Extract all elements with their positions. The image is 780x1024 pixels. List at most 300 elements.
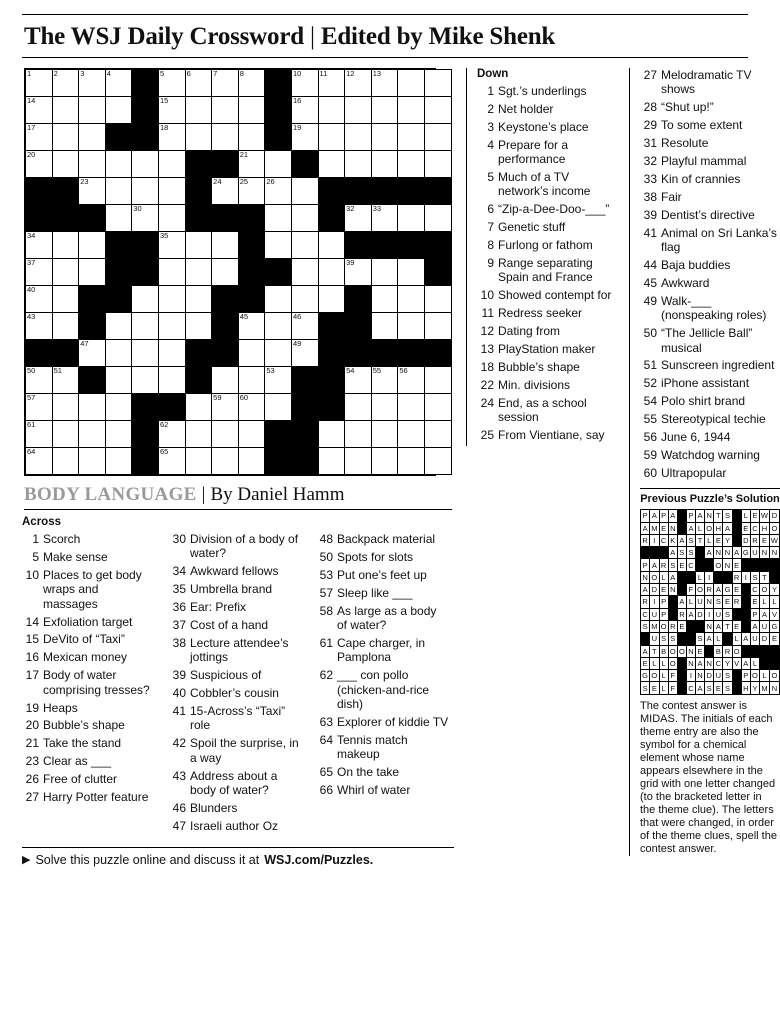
clue-item[interactable] [640, 294, 780, 323]
clue-item[interactable] [477, 220, 617, 234]
grid-cell[interactable] [345, 124, 372, 151]
grid-cell[interactable] [398, 286, 425, 313]
grid-cell[interactable] [265, 151, 292, 178]
grid-cell[interactable] [52, 97, 79, 124]
grid-cell[interactable] [26, 70, 53, 97]
grid-cell[interactable] [424, 367, 451, 394]
clue-item[interactable] [22, 772, 155, 786]
grid-cell[interactable] [79, 448, 106, 475]
grid-cell[interactable] [132, 367, 159, 394]
clue-item[interactable] [316, 733, 449, 762]
grid-block [105, 286, 132, 313]
crossword-grid-container[interactable] [24, 68, 436, 476]
grid-cell[interactable] [212, 448, 239, 475]
clue-item[interactable] [477, 288, 617, 302]
grid-cell[interactable] [398, 448, 425, 475]
grid-cell[interactable] [158, 313, 185, 340]
grid-cell[interactable] [105, 340, 132, 367]
grid-cell[interactable] [185, 286, 212, 313]
solution-cell: A [677, 596, 686, 608]
solution-block [760, 645, 770, 657]
grid-cell[interactable] [345, 259, 372, 286]
clue-item[interactable] [169, 600, 302, 614]
grid-cell[interactable] [291, 286, 318, 313]
clue-item[interactable] [316, 783, 449, 797]
grid-cell[interactable] [52, 313, 79, 340]
clue-item[interactable] [640, 208, 780, 222]
clue-item[interactable] [640, 190, 780, 204]
clue-item[interactable] [22, 532, 155, 546]
grid-cell[interactable] [371, 448, 398, 475]
clue-item[interactable] [316, 586, 449, 600]
grid-cell[interactable] [105, 367, 132, 394]
clue-item[interactable] [22, 790, 155, 804]
footer-link[interactable]: WSJ.com/Puzzles. [264, 852, 374, 867]
grid-cell[interactable] [158, 259, 185, 286]
clue-item[interactable] [169, 582, 302, 596]
grid-block [238, 259, 265, 286]
solution-cell: E [659, 584, 668, 596]
grid-cell[interactable] [238, 421, 265, 448]
grid-cell[interactable] [398, 97, 425, 124]
clue-item[interactable] [640, 68, 780, 97]
grid-cell[interactable] [26, 151, 53, 178]
clue-item[interactable] [169, 668, 302, 682]
grid-cell[interactable] [265, 178, 292, 205]
clue-item[interactable] [169, 769, 302, 798]
grid-cell[interactable] [185, 232, 212, 259]
grid-cell[interactable] [212, 394, 239, 421]
grid-cell[interactable] [424, 421, 451, 448]
clue-item[interactable] [477, 306, 617, 320]
grid-cell[interactable] [132, 286, 159, 313]
clue-number: 50 [319, 549, 333, 564]
grid-cell[interactable] [79, 178, 106, 205]
grid-cell[interactable] [105, 97, 132, 124]
clue-item[interactable] [640, 376, 780, 390]
clue-item[interactable] [477, 324, 617, 338]
grid-cell[interactable] [424, 151, 451, 178]
clue-text: Watchdog warning [661, 447, 760, 462]
grid-cell[interactable] [132, 340, 159, 367]
grid-cell[interactable] [158, 97, 185, 124]
solution-cell: A [760, 608, 770, 620]
grid-cell[interactable] [398, 259, 425, 286]
grid-cell[interactable] [371, 394, 398, 421]
grid-cell[interactable] [79, 124, 106, 151]
grid-cell[interactable] [212, 97, 239, 124]
grid-cell[interactable] [105, 205, 132, 232]
clue-number: 30 [172, 532, 186, 546]
clue-item[interactable] [640, 258, 780, 272]
grid-cell[interactable] [185, 124, 212, 151]
clue-number: 44 [643, 257, 657, 272]
grid-cell[interactable] [185, 313, 212, 340]
grid-cell[interactable] [398, 394, 425, 421]
grid-cell[interactable] [105, 421, 132, 448]
grid-cell[interactable] [26, 313, 53, 340]
grid-cell[interactable] [26, 97, 53, 124]
clue-item[interactable] [169, 532, 302, 561]
grid-cell[interactable] [158, 232, 185, 259]
clue-item[interactable] [169, 704, 302, 733]
grid-cell[interactable] [265, 340, 292, 367]
down-clue-list-2 [640, 68, 780, 480]
clue-item[interactable] [316, 568, 449, 582]
clue-item[interactable] [640, 466, 780, 480]
crossword-grid[interactable] [25, 69, 452, 475]
grid-cell[interactable] [26, 259, 53, 286]
grid-block [52, 178, 79, 205]
grid-cell[interactable] [52, 151, 79, 178]
grid-cell[interactable] [212, 367, 239, 394]
grid-cell[interactable] [52, 421, 79, 448]
grid-cell[interactable] [26, 286, 53, 313]
clue-item[interactable] [640, 412, 780, 426]
grid-cell[interactable] [291, 205, 318, 232]
clue-text: “Shut up!” [661, 100, 714, 115]
grid-row [26, 205, 452, 232]
clue-item[interactable] [22, 632, 155, 646]
grid-cell[interactable] [424, 205, 451, 232]
grid-cell[interactable] [238, 367, 265, 394]
grid-cell[interactable] [318, 259, 345, 286]
grid-cell[interactable] [132, 178, 159, 205]
grid-cell[interactable] [398, 421, 425, 448]
grid-cell[interactable] [371, 70, 398, 97]
clue-item[interactable] [640, 136, 780, 150]
grid-cell[interactable] [238, 70, 265, 97]
grid-cell[interactable] [79, 340, 106, 367]
clue-item[interactable] [640, 172, 780, 186]
grid-cell[interactable] [318, 286, 345, 313]
clue-item[interactable] [316, 668, 449, 711]
grid-cell[interactable] [185, 394, 212, 421]
clue-item[interactable] [169, 618, 302, 632]
grid-cell[interactable] [212, 70, 239, 97]
clue-text: Whirl of water [337, 783, 411, 798]
grid-cell[interactable] [398, 70, 425, 97]
grid-cell[interactable] [238, 340, 265, 367]
clue-item[interactable] [640, 154, 780, 168]
grid-block [132, 448, 159, 475]
clue-item[interactable] [169, 801, 302, 815]
solution-cell: A [705, 547, 714, 559]
clue-item[interactable] [22, 615, 155, 629]
clue-number: 5 [487, 170, 494, 185]
grid-cell[interactable] [238, 313, 265, 340]
clue-item[interactable] [316, 765, 449, 779]
clue-item[interactable] [640, 100, 780, 114]
grid-cell[interactable] [345, 448, 372, 475]
grid-cell[interactable] [318, 232, 345, 259]
clue-item[interactable] [169, 636, 302, 665]
clue-item[interactable] [477, 120, 617, 134]
clue-item[interactable] [316, 715, 449, 729]
clue-item[interactable] [640, 326, 780, 355]
grid-cell[interactable] [79, 421, 106, 448]
grid-cell[interactable] [291, 70, 318, 97]
clue-text: Animal on Sri Lanka’s flag [661, 225, 777, 255]
grid-cell[interactable] [238, 178, 265, 205]
grid-cell[interactable] [158, 367, 185, 394]
grid-cell[interactable] [371, 151, 398, 178]
grid-cell[interactable] [345, 205, 372, 232]
grid-cell[interactable] [345, 394, 372, 421]
clue-text: Umbrella brand [190, 582, 273, 597]
grid-cell[interactable] [158, 421, 185, 448]
grid-cell[interactable] [212, 232, 239, 259]
grid-cell[interactable] [238, 97, 265, 124]
clue-text: iPhone assistant [661, 376, 750, 391]
grid-cell[interactable] [132, 151, 159, 178]
grid-cell[interactable] [158, 124, 185, 151]
grid-cell[interactable] [26, 124, 53, 151]
grid-cell[interactable] [105, 394, 132, 421]
grid-cell[interactable] [26, 421, 53, 448]
grid-cell[interactable] [291, 340, 318, 367]
clue-item[interactable] [22, 650, 155, 664]
grid-cell[interactable] [371, 205, 398, 232]
clue-number: 38 [172, 635, 186, 650]
clue-text: Tennis match makeup [337, 732, 408, 762]
grid-cell[interactable] [132, 205, 159, 232]
clue-item[interactable] [640, 358, 780, 372]
grid-cell[interactable] [424, 70, 451, 97]
clue-item[interactable] [477, 378, 617, 392]
grid-cell[interactable] [79, 70, 106, 97]
grid-cell[interactable] [185, 421, 212, 448]
clue-item[interactable] [477, 238, 617, 252]
clue-item[interactable] [169, 819, 302, 833]
grid-cell[interactable] [212, 124, 239, 151]
grid-cell[interactable] [424, 286, 451, 313]
clue-item[interactable] [169, 564, 302, 578]
grid-cell[interactable] [105, 313, 132, 340]
grid-cell[interactable] [265, 367, 292, 394]
clue-number: 51 [643, 358, 657, 373]
grid-cell[interactable] [371, 367, 398, 394]
grid-cell[interactable] [345, 421, 372, 448]
grid-cell[interactable] [52, 70, 79, 97]
left-column [22, 68, 454, 867]
grid-cell[interactable] [52, 448, 79, 475]
grid-cell[interactable] [52, 232, 79, 259]
clue-item[interactable] [640, 394, 780, 408]
clue-item[interactable] [316, 532, 449, 546]
clue-text: Sgt.’s underlings [498, 84, 587, 98]
grid-cell[interactable] [79, 97, 106, 124]
grid-cell[interactable] [371, 124, 398, 151]
clue-item[interactable] [477, 396, 617, 425]
grid-cell[interactable] [265, 232, 292, 259]
grid-cell[interactable] [345, 367, 372, 394]
clue-item[interactable] [640, 276, 780, 290]
solution-block [732, 670, 741, 682]
clue-item[interactable] [477, 360, 617, 374]
grid-cell[interactable] [26, 394, 53, 421]
grid-cell[interactable] [158, 205, 185, 232]
grid-cell[interactable] [158, 340, 185, 367]
grid-cell[interactable] [371, 421, 398, 448]
grid-cell[interactable] [318, 448, 345, 475]
grid-cell[interactable] [52, 286, 79, 313]
grid-cell[interactable] [371, 286, 398, 313]
grid-cell[interactable] [345, 151, 372, 178]
grid-cell[interactable] [79, 151, 106, 178]
grid-cell[interactable] [318, 97, 345, 124]
down-clue-list-1 [477, 84, 617, 443]
grid-cell[interactable] [345, 70, 372, 97]
clue-text: Cobbler’s cousin [190, 686, 279, 701]
grid-cell[interactable] [398, 313, 425, 340]
clue-item[interactable] [477, 102, 617, 116]
grid-cell[interactable] [291, 313, 318, 340]
clue-item[interactable] [477, 138, 617, 167]
clue-item[interactable] [22, 550, 155, 564]
grid-cell[interactable] [371, 259, 398, 286]
clue-item[interactable] [316, 550, 449, 564]
clue-item[interactable] [477, 256, 617, 285]
grid-cell[interactable] [185, 448, 212, 475]
clue-item[interactable] [22, 718, 155, 732]
grid-cell[interactable] [238, 448, 265, 475]
grid-cell[interactable] [52, 367, 79, 394]
grid-cell[interactable] [79, 232, 106, 259]
clue-number: 65 [319, 765, 333, 780]
clue-item[interactable] [22, 736, 155, 750]
grid-cell[interactable] [105, 448, 132, 475]
grid-cell[interactable] [265, 205, 292, 232]
grid-cell[interactable] [79, 394, 106, 421]
clue-number: 10 [25, 567, 39, 582]
grid-cell[interactable] [158, 151, 185, 178]
grid-block [291, 367, 318, 394]
grid-cell[interactable] [132, 313, 159, 340]
solution-row [641, 608, 780, 620]
grid-cell[interactable] [424, 394, 451, 421]
grid-cell[interactable] [318, 421, 345, 448]
grid-cell[interactable] [318, 151, 345, 178]
clue-text: Mexican money [43, 650, 128, 665]
clue-item[interactable] [477, 84, 617, 98]
grid-cell[interactable] [185, 70, 212, 97]
clue-item[interactable] [316, 636, 449, 665]
grid-cell[interactable] [424, 97, 451, 124]
grid-cell[interactable] [212, 421, 239, 448]
grid-cell[interactable] [26, 232, 53, 259]
grid-cell[interactable] [105, 178, 132, 205]
grid-cell[interactable] [371, 97, 398, 124]
grid-cell[interactable] [398, 124, 425, 151]
grid-cell[interactable] [265, 286, 292, 313]
grid-cell[interactable] [212, 178, 239, 205]
clue-item[interactable] [640, 118, 780, 132]
solution-cell: F [687, 584, 696, 596]
solution-row [641, 522, 780, 534]
solution-block [714, 571, 723, 583]
grid-cell[interactable] [26, 367, 53, 394]
solution-cell: U [752, 634, 758, 644]
grid-cell[interactable] [52, 259, 79, 286]
clue-item[interactable] [22, 701, 155, 715]
clue-text: 15-Across’s “Taxi” role [190, 704, 286, 733]
grid-cell[interactable] [318, 124, 345, 151]
clue-item[interactable] [477, 428, 617, 442]
grid-cell[interactable] [52, 394, 79, 421]
grid-cell[interactable] [265, 313, 292, 340]
clue-item[interactable] [640, 448, 780, 462]
grid-cell[interactable] [79, 259, 106, 286]
grid-cell[interactable] [265, 394, 292, 421]
clue-item[interactable] [477, 202, 617, 216]
grid-cell[interactable] [398, 367, 425, 394]
grid-cell[interactable] [398, 205, 425, 232]
grid-cell[interactable] [424, 313, 451, 340]
grid-block [424, 232, 451, 259]
grid-cell[interactable] [52, 124, 79, 151]
clue-item[interactable] [477, 342, 617, 356]
grid-cell[interactable] [398, 151, 425, 178]
grid-cell[interactable] [238, 124, 265, 151]
solution-cell: S [723, 510, 732, 522]
grid-cell[interactable] [238, 151, 265, 178]
grid-cell[interactable] [291, 232, 318, 259]
solution-cell: Y [723, 534, 732, 546]
grid-cell[interactable] [158, 286, 185, 313]
clue-item[interactable] [169, 736, 302, 765]
clue-item[interactable] [22, 754, 155, 768]
grid-cell[interactable] [105, 70, 132, 97]
grid-cell[interactable] [291, 178, 318, 205]
grid-cell-number: 39 [346, 258, 355, 267]
grid-cell[interactable] [185, 97, 212, 124]
grid-cell[interactable] [318, 70, 345, 97]
clue-item[interactable] [316, 604, 449, 633]
clue-number: 11 [481, 306, 494, 321]
clue-item[interactable] [640, 226, 780, 255]
grid-cell[interactable] [424, 448, 451, 475]
grid-row [26, 313, 452, 340]
grid-cell[interactable] [26, 448, 53, 475]
grid-cell[interactable] [291, 259, 318, 286]
clue-item[interactable] [22, 668, 155, 697]
solution-cell: S [723, 670, 732, 682]
grid-cell[interactable] [345, 97, 372, 124]
grid-cell[interactable] [212, 259, 239, 286]
clue-item[interactable] [477, 170, 617, 199]
grid-cell-number: 11 [319, 69, 328, 78]
grid-cell[interactable] [291, 124, 318, 151]
solution-cell: I [650, 596, 659, 608]
grid-cell[interactable] [371, 313, 398, 340]
grid-cell[interactable] [158, 448, 185, 475]
grid-cell-number: 40 [27, 285, 36, 294]
grid-cell[interactable] [291, 97, 318, 124]
clue-number: 8 [487, 238, 494, 253]
grid-cell[interactable] [158, 178, 185, 205]
grid-cell[interactable] [238, 394, 265, 421]
grid-cell[interactable] [158, 70, 185, 97]
clue-item[interactable] [640, 430, 780, 444]
solution-cell: T [723, 620, 732, 632]
clue-item[interactable] [22, 568, 155, 611]
grid-cell[interactable] [185, 259, 212, 286]
solution-block [677, 510, 686, 522]
grid-cell[interactable] [105, 151, 132, 178]
clue-item[interactable] [169, 686, 302, 700]
grid-cell[interactable] [424, 124, 451, 151]
